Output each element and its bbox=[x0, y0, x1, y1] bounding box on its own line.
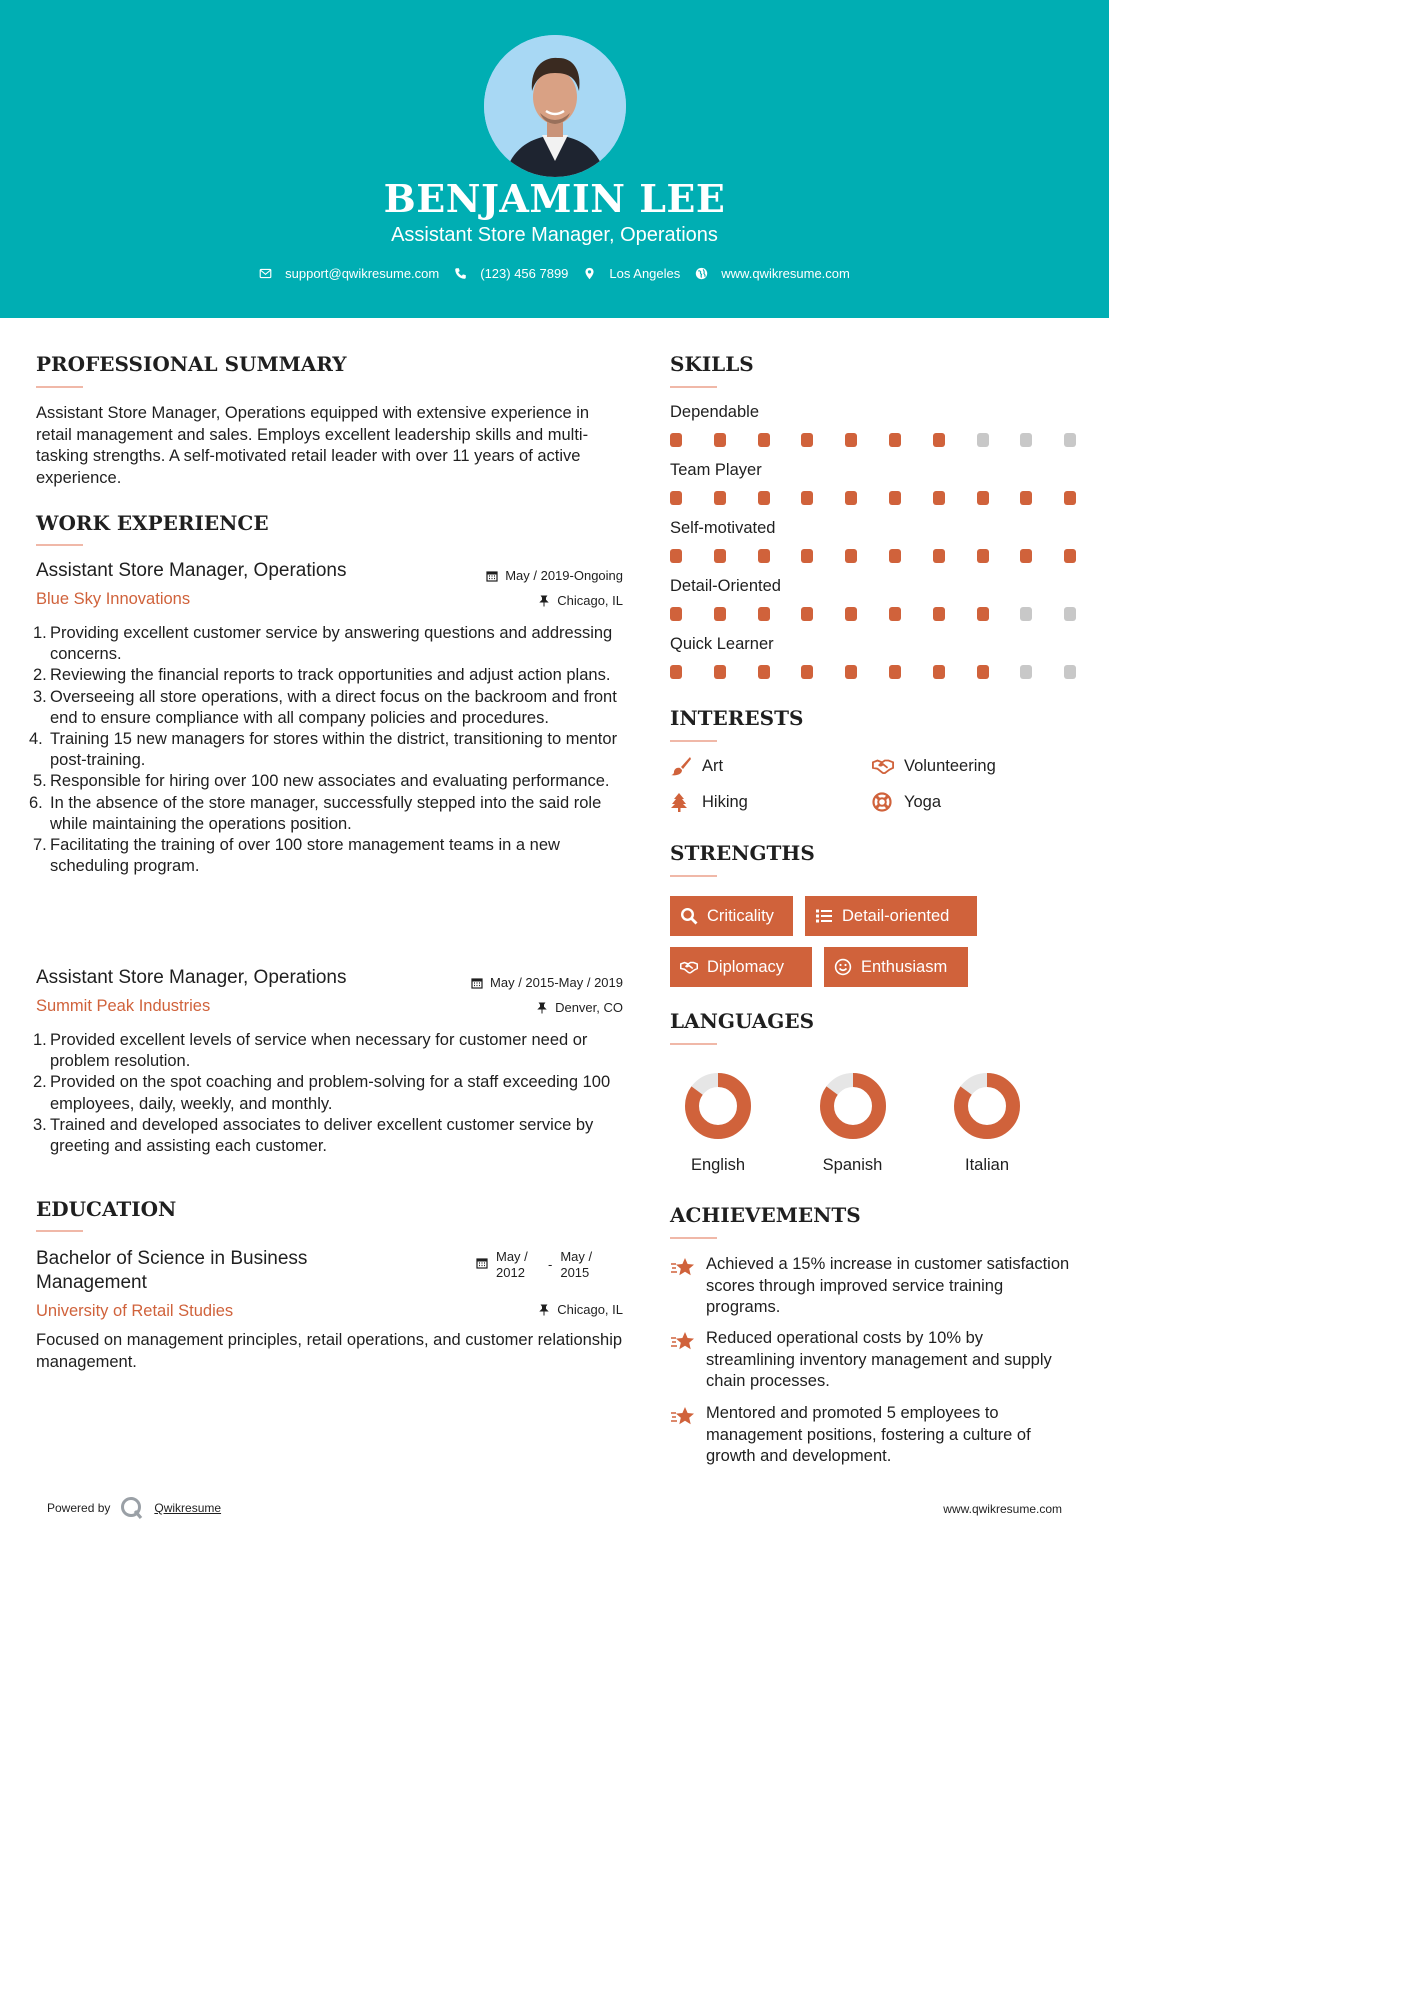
footer-powered-by bbox=[47, 1496, 221, 1520]
skills-heading: SKILLS bbox=[670, 352, 754, 376]
skill-rating-dot bbox=[889, 549, 901, 563]
languages-rule bbox=[670, 1043, 717, 1045]
achievement-item bbox=[670, 1328, 1070, 1393]
language-gauge bbox=[818, 1071, 888, 1141]
job-duties-list bbox=[33, 1030, 626, 1157]
skill-rating-dot bbox=[758, 433, 770, 447]
star-badge-icon bbox=[670, 1330, 696, 1354]
language-label: English bbox=[690, 1156, 746, 1174]
calendar-icon bbox=[486, 570, 498, 582]
company-name: Blue Sky Innovations bbox=[36, 590, 191, 608]
skill-rating-dot bbox=[889, 607, 901, 621]
candidate-name: BENJAMIN LEE bbox=[383, 176, 726, 221]
education-description: Focused on management principles, retail operations, and customer relationship management. bbox=[36, 1331, 623, 1371]
globe-icon bbox=[695, 267, 708, 280]
qwikresume-logo-icon bbox=[120, 1496, 144, 1520]
contact-website[interactable] bbox=[695, 266, 850, 281]
languages-heading: LANGUAGES bbox=[670, 1009, 815, 1033]
summary-rule bbox=[36, 386, 83, 388]
strengths-heading: STRENGTHS bbox=[670, 841, 815, 865]
education-date bbox=[476, 1249, 604, 1281]
skill-rating-dot bbox=[889, 433, 901, 447]
school-name: University of Retail Studies bbox=[36, 1302, 234, 1320]
education-location bbox=[538, 1302, 623, 1317]
education-date-start: May / 2012 bbox=[496, 1249, 528, 1280]
skill-name: Detail-Oriented bbox=[670, 577, 781, 595]
skill-rating-dot bbox=[1020, 549, 1032, 563]
calendar-icon bbox=[476, 1257, 488, 1269]
contact-email[interactable] bbox=[259, 266, 439, 281]
skill-rating-dot bbox=[714, 607, 726, 621]
interest-volunteering: Volunteering bbox=[872, 756, 996, 776]
language-item bbox=[927, 1071, 1047, 1175]
skill-rating-dot bbox=[670, 549, 682, 563]
work-rule bbox=[36, 544, 83, 546]
star-badge-icon bbox=[670, 1405, 696, 1429]
skill-rating bbox=[670, 433, 1080, 447]
email-text: support@qwikresume.com bbox=[285, 266, 440, 281]
calendar-icon bbox=[471, 977, 483, 989]
skills-rule bbox=[670, 386, 717, 388]
list-icon bbox=[815, 907, 833, 925]
summary-text: Assistant Store Manager, Operations equipped with extensive experience in retail management and sales. Employs excellent leadership skills and multi-tasking strengths. A self-motivated retail leader with over 11 years of active experience. bbox=[36, 404, 590, 487]
contact-phone[interactable] bbox=[454, 266, 568, 281]
skill-rating-dot bbox=[933, 549, 945, 563]
achievement-text: Mentored and promoted 5 employees to management positions, fostering a culture of growth and development. bbox=[706, 1404, 1031, 1465]
contact-bar bbox=[0, 266, 1109, 281]
education-rule bbox=[36, 1230, 83, 1232]
skill-rating-dot bbox=[977, 665, 989, 679]
tree-icon bbox=[670, 792, 692, 812]
achievement-text: Achieved a 15% increase in customer satisfaction scores through improved service training programs. bbox=[706, 1255, 1070, 1316]
skill-rating-dot bbox=[1064, 549, 1076, 563]
language-gauge bbox=[683, 1071, 753, 1141]
smile-icon bbox=[834, 958, 852, 976]
skill-rating-dot bbox=[889, 491, 901, 505]
handshake-icon bbox=[680, 958, 698, 976]
job-location bbox=[536, 1000, 623, 1015]
skill-rating-dot bbox=[714, 665, 726, 679]
skill-rating-dot bbox=[714, 549, 726, 563]
skill-rating-dot bbox=[933, 433, 945, 447]
phone-text: (123) 456 7899 bbox=[480, 266, 569, 281]
work-heading: WORK EXPERIENCE bbox=[36, 511, 269, 535]
education-heading: EDUCATION bbox=[36, 1197, 177, 1221]
skill-name: Quick Learner bbox=[670, 635, 774, 653]
skill-rating-dot bbox=[801, 491, 813, 505]
achievements-rule bbox=[670, 1237, 717, 1239]
strength-badge: Criticality bbox=[670, 896, 793, 936]
skill-rating bbox=[670, 665, 1080, 679]
list-item: 4. Training 15 new managers for stores within the district, transitioning to mentor post-training. bbox=[29, 730, 618, 770]
skill-rating-dot bbox=[670, 665, 682, 679]
strength-badge: Enthusiasm bbox=[824, 947, 968, 987]
candidate-role: Assistant Store Manager, Operations bbox=[391, 224, 718, 246]
skill-rating-dot bbox=[758, 491, 770, 505]
skill-rating-dot bbox=[670, 433, 682, 447]
summary-heading: PROFESSIONAL SUMMARY bbox=[36, 352, 347, 376]
skill-rating bbox=[670, 607, 1080, 621]
language-item bbox=[658, 1071, 778, 1175]
job-location bbox=[538, 593, 623, 608]
interests-rule bbox=[670, 740, 717, 742]
profile-photo bbox=[484, 35, 626, 177]
list-item: 2. Provided on the spot coaching and problem-solving for a staff exceeding 100 employees, daily, weekly, and monthly. bbox=[33, 1073, 611, 1113]
pin-icon bbox=[538, 595, 550, 607]
skill-rating-dot bbox=[758, 607, 770, 621]
skill-rating-dot bbox=[977, 549, 989, 563]
language-item bbox=[793, 1071, 913, 1175]
skill-rating-dot bbox=[889, 665, 901, 679]
skill-rating-dot bbox=[1020, 491, 1032, 505]
envelope-icon bbox=[259, 267, 272, 280]
strengths-rule bbox=[670, 875, 717, 877]
map-pin-icon bbox=[583, 267, 596, 280]
resume-header bbox=[0, 0, 1109, 318]
list-item: 5. Responsible for hiring over 100 new associates and evaluating performance. bbox=[33, 772, 610, 791]
list-item: 2. Reviewing the financial reports to track opportunities and adjust action plans. bbox=[33, 666, 611, 685]
strength-badge: Diplomacy bbox=[670, 947, 812, 987]
skill-rating-dot bbox=[758, 665, 770, 679]
job-date-text: May / 2019-Ongoing bbox=[505, 568, 623, 583]
search-icon bbox=[680, 907, 698, 925]
job-date bbox=[471, 975, 623, 990]
skill-rating bbox=[670, 491, 1080, 505]
skill-rating-dot bbox=[1020, 607, 1032, 621]
lifebuoy-icon bbox=[872, 792, 894, 812]
skill-name: Self-motivated bbox=[670, 519, 776, 537]
job-location-text: Chicago, IL bbox=[557, 593, 623, 608]
skill-rating-dot bbox=[1064, 491, 1076, 505]
interest-hiking: Hiking bbox=[670, 792, 748, 812]
strength-badge: Detail-oriented bbox=[805, 896, 977, 936]
language-label: Spanish bbox=[822, 1156, 883, 1174]
interest-art: Art bbox=[670, 756, 723, 776]
skill-rating bbox=[670, 549, 1080, 563]
website-text: www.qwikresume.com bbox=[721, 266, 850, 281]
paintbrush-icon bbox=[670, 756, 692, 776]
handshake-icon bbox=[872, 756, 894, 776]
star-badge-icon bbox=[670, 1256, 696, 1280]
skill-rating-dot bbox=[933, 607, 945, 621]
skill-rating-dot bbox=[1064, 433, 1076, 447]
pin-icon bbox=[536, 1002, 548, 1014]
language-label: Italian bbox=[964, 1156, 1010, 1174]
skill-rating-dot bbox=[845, 491, 857, 505]
skill-rating-dot bbox=[977, 491, 989, 505]
achievement-item bbox=[670, 1254, 1070, 1319]
skill-rating-dot bbox=[801, 665, 813, 679]
list-item: 1. Provided excellent levels of service when necessary for customer need or problem resolution. bbox=[33, 1031, 588, 1071]
job-location-text: Denver, CO bbox=[555, 1000, 623, 1015]
interest-yoga: Yoga bbox=[872, 792, 941, 812]
education-location-text: Chicago, IL bbox=[557, 1302, 623, 1317]
skill-name: Team Player bbox=[670, 461, 762, 479]
education-date-separator: - bbox=[548, 1257, 553, 1272]
list-item: 6. In the absence of the store manager, successfully stepped into the said role while maintaining the operations position. bbox=[29, 793, 602, 833]
job-title: Assistant Store Manager, Operations bbox=[36, 560, 347, 581]
list-item: 3. Trained and developed associates to deliver excellent customer service by greeting and assisting each customer. bbox=[33, 1115, 594, 1156]
skill-rating-dot bbox=[801, 549, 813, 563]
skill-rating-dot bbox=[714, 491, 726, 505]
list-item: 3. Overseeing all store operations, with a direct focus on the backroom and front end to ensure compliance with all company policies and procedures. bbox=[33, 687, 617, 727]
contact-location bbox=[583, 266, 680, 281]
skill-rating-dot bbox=[933, 491, 945, 505]
achievement-item bbox=[670, 1403, 1070, 1468]
powered-by-label: Powered by bbox=[47, 1501, 111, 1515]
qwikresume-link[interactable]: Qwikresume bbox=[154, 1501, 222, 1515]
skill-rating-dot bbox=[758, 549, 770, 563]
skill-rating-dot bbox=[1064, 607, 1076, 621]
degree-title: Bachelor of Science in Business Management bbox=[36, 1248, 308, 1293]
interests-heading: INTERESTS bbox=[670, 706, 804, 730]
achievements-heading: ACHIEVEMENTS bbox=[670, 1203, 861, 1227]
skill-rating-dot bbox=[977, 433, 989, 447]
skill-rating-dot bbox=[977, 607, 989, 621]
skill-rating-dot bbox=[845, 549, 857, 563]
skill-rating-dot bbox=[1064, 665, 1076, 679]
skill-rating-dot bbox=[933, 665, 945, 679]
skill-rating-dot bbox=[845, 665, 857, 679]
language-gauge bbox=[952, 1071, 1022, 1141]
list-item: 7. Facilitating the training of over 100 store management teams in a new scheduling program. bbox=[33, 836, 560, 876]
education-date-end: May / 2015 bbox=[560, 1249, 593, 1280]
company-name: Summit Peak Industries bbox=[36, 997, 211, 1015]
pin-icon bbox=[538, 1304, 550, 1316]
job-duties-list bbox=[29, 623, 626, 877]
skill-rating-dot bbox=[801, 433, 813, 447]
job-date bbox=[486, 568, 623, 583]
achievement-text: Reduced operational costs by 10% by streamlining inventory management and supply chain processes. bbox=[706, 1329, 1052, 1390]
job-title: Assistant Store Manager, Operations bbox=[36, 967, 347, 988]
skill-rating-dot bbox=[1020, 433, 1032, 447]
location-text: Los Angeles bbox=[609, 266, 681, 281]
list-item: 1. Providing excellent customer service by answering questions and addressing concerns. bbox=[33, 624, 613, 664]
skill-rating-dot bbox=[845, 607, 857, 621]
skill-name: Dependable bbox=[670, 403, 759, 421]
job-date-text: May / 2015-May / 2019 bbox=[490, 975, 623, 990]
skill-rating-dot bbox=[714, 433, 726, 447]
skill-rating-dot bbox=[670, 607, 682, 621]
phone-icon bbox=[454, 267, 467, 280]
footer-website[interactable]: www.qwikresume.com bbox=[943, 1502, 1062, 1516]
skill-rating-dot bbox=[801, 607, 813, 621]
skill-rating-dot bbox=[1020, 665, 1032, 679]
skill-rating-dot bbox=[670, 491, 682, 505]
skill-rating-dot bbox=[845, 433, 857, 447]
